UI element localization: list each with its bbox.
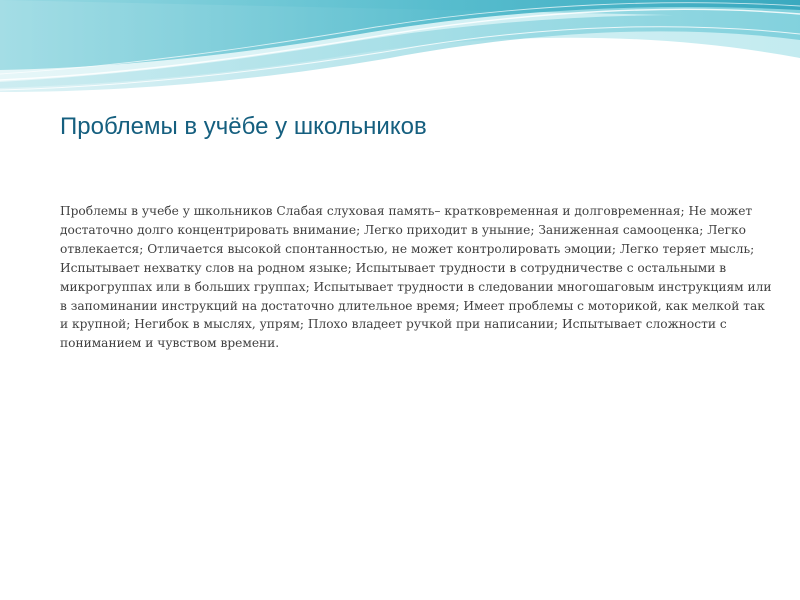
wave-decoration <box>0 0 800 110</box>
slide-body-text: Проблемы в учебе у школьников Слабая слуховая память– кратковременная и долговременная; Не может достаточно долго концентрировать внимание; Легко приходит в уныние; Заниженная самооценка; Легко отвлекается; Отличается высокой спонтанностью, не может контролировать эмоции; Легко теряет мысль; Испытывает нехватку слов на родном языке; Испытывает трудности в сотрудничестве с остальными в микрогруппах или в больших группах; Испытывает трудности в следовании многошаговым инструкциям или в запоминании инструкций на достаточно длительное время; Имеет проблемы с моторикой, как мелкой так и крупной; Негибок в мыслях, упрям; Плохо владеет ручкой при написании; Испытывает сложности с пониманием и чувством времени. <box>60 204 772 351</box>
slide-title: Проблемы в учёбе у школьников <box>60 113 427 140</box>
